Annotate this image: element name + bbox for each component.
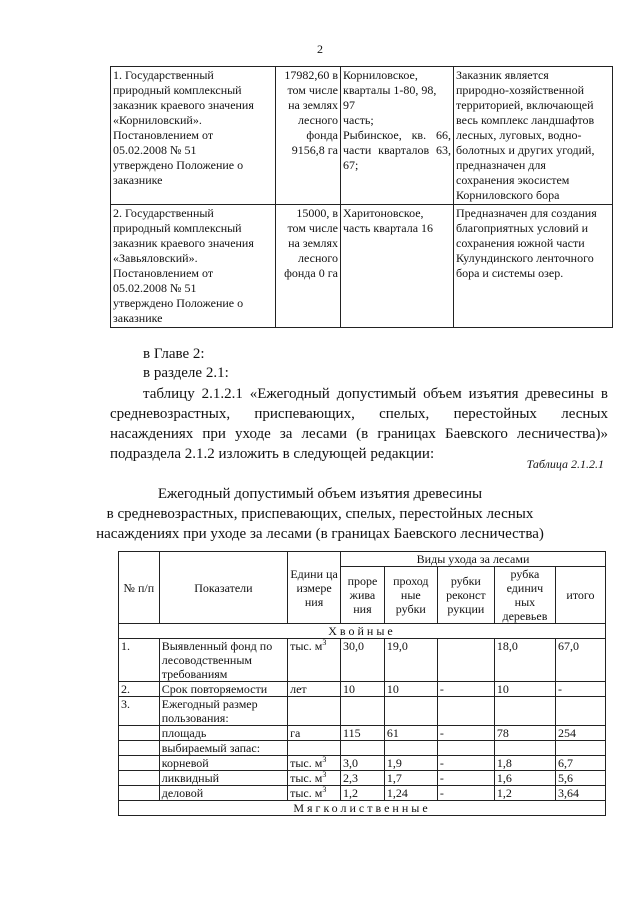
cell-line: Постановлением от — [113, 128, 214, 142]
cell-line: заказнике — [113, 173, 163, 187]
cell-reconstruction — [437, 639, 494, 682]
cell-unit — [288, 697, 341, 726]
cell-line: утверждено Положение о — [113, 158, 244, 172]
cell-passage: 1,24 — [384, 786, 437, 801]
cell-line: Предназначен для создания — [456, 206, 597, 220]
reserve-location-cell — [341, 205, 454, 328]
cell-single: 78 — [494, 726, 555, 741]
reserve-area-cell — [276, 67, 341, 205]
cell-line: природный комплексный — [113, 221, 242, 235]
cell-num — [119, 786, 160, 801]
cell-unit — [288, 726, 341, 741]
paragraph-line: насаждениях при уходе за лесами (в границах Баевского лесничества)» — [110, 426, 608, 442]
cell-line: бора и системы озер. — [456, 266, 564, 280]
paragraph-line: средневозрастных, приспевающих, спелых, перестойных лесных — [110, 406, 608, 422]
cell-line: 1. Государственный — [113, 68, 214, 82]
reserve-location-cell — [341, 67, 454, 205]
cell-line: Корниловское, — [343, 68, 418, 82]
cell-line: на землях — [288, 98, 338, 112]
cell-thinning: 10 — [341, 682, 385, 697]
cell-indicator: Ежегодный размер пользования: — [159, 697, 287, 726]
cell-total: 5,6 — [555, 771, 605, 786]
cell-reconstruction: - — [437, 756, 494, 771]
cell-total: 3,64 — [555, 786, 605, 801]
table-row — [119, 697, 606, 726]
cell-reconstruction: - — [437, 682, 494, 697]
unit-text: тыс. м — [290, 756, 323, 770]
cell-line: Кулундинского ленточного — [456, 251, 594, 265]
cell-num — [119, 756, 160, 771]
cell-passage — [384, 697, 437, 726]
chapter-line: в Главе 2: — [143, 346, 205, 362]
header-row — [119, 552, 606, 567]
section-line: в разделе 2.1: — [143, 365, 229, 381]
cell-unit — [288, 682, 341, 697]
cell-thinning: 115 — [341, 726, 385, 741]
cell-thinning — [341, 741, 385, 756]
title-line: насаждениях при уходе за лесами (в границах Баевского лесничества) — [96, 526, 544, 542]
cell-reconstruction: - — [437, 771, 494, 786]
header-indicator: Показатели — [159, 552, 287, 624]
cell-total — [555, 697, 605, 726]
cell-line: лесного — [298, 251, 338, 265]
cell-passage: 1,9 — [384, 756, 437, 771]
unit-sup: 3 — [322, 755, 327, 764]
cell-line: благоприятных условий и — [456, 221, 589, 235]
cell-unit — [288, 771, 341, 786]
table-row — [119, 771, 606, 786]
table-row — [119, 786, 606, 801]
instruction-paragraph — [110, 384, 608, 464]
cell-line: часть квартала 16 — [343, 221, 434, 235]
reserve-name-cell — [111, 67, 276, 205]
cell-line: Постановлением от — [113, 266, 214, 280]
table-row — [111, 67, 613, 205]
cell-reconstruction — [437, 697, 494, 726]
header-reconstruction: рубки реконст рукции — [437, 567, 494, 624]
cell-line: 05.02.2008 № 51 — [113, 143, 197, 157]
cell-unit — [288, 741, 341, 756]
cell-line: заказник краевого значения — [113, 236, 254, 250]
cell-reconstruction: - — [437, 786, 494, 801]
unit-text: га — [290, 726, 301, 740]
cell-indicator: деловой — [159, 786, 287, 801]
cell-thinning: 2,3 — [341, 771, 385, 786]
cell-indicator: выбираемый запас: — [159, 741, 287, 756]
cell-line: на землях — [288, 236, 338, 250]
cell-single: 10 — [494, 682, 555, 697]
cell-line: предназначен для — [456, 158, 546, 172]
cell-line: заказнике — [113, 311, 163, 325]
reserve-description-cell — [454, 67, 613, 205]
cell-line: Рыбинское, кв. 66, — [343, 128, 451, 142]
cell-passage: 61 — [384, 726, 437, 741]
header-single: рубка единич ных деревьев — [494, 567, 555, 624]
cell-line: «Завьяловский». — [113, 251, 198, 265]
cell-line: сохранения экосистем — [456, 173, 570, 187]
cell-num: 2. — [119, 682, 160, 697]
cell-line: «Корниловский». — [113, 113, 202, 127]
cell-line: части кварталов 63, — [343, 143, 451, 157]
cell-total: - — [555, 682, 605, 697]
cell-line: 2. Государственный — [113, 206, 214, 220]
title-line: Ежегодный допустимый объем изъятия древесины — [157, 486, 483, 502]
cell-line: сохранения южной части — [456, 236, 585, 250]
cell-line: весь комплекс ландшафтов — [456, 113, 595, 127]
cell-line: Харитоновское, — [343, 206, 424, 220]
header-unit: Едини ца измере ния — [288, 552, 341, 624]
cell-total: 67,0 — [555, 639, 605, 682]
logging-volume-table — [118, 551, 606, 816]
section-row — [119, 801, 606, 816]
cell-line: кварталы 1-80, 98, 97 — [343, 83, 437, 112]
unit-text: лет — [290, 682, 307, 696]
title-line: в средневозрастных, приспевающих, спелых, перестойных лесных — [106, 506, 534, 522]
cell-num: 1. — [119, 639, 160, 682]
cell-single — [494, 741, 555, 756]
cell-line: Корниловского бора — [456, 188, 560, 202]
unit-text: тыс. м — [290, 639, 323, 653]
unit-text: тыс. м — [290, 786, 323, 800]
unit-sup: 3 — [322, 638, 327, 647]
unit-sup: 3 — [322, 785, 327, 794]
cell-reconstruction: - — [437, 726, 494, 741]
cell-single: 18,0 — [494, 639, 555, 682]
cell-passage: 10 — [384, 682, 437, 697]
table-title — [90, 484, 550, 544]
cell-thinning — [341, 697, 385, 726]
cell-line: природно-хозяйственной — [456, 83, 585, 97]
header-num: № п/п — [119, 552, 160, 624]
cell-total — [555, 741, 605, 756]
cell-num — [119, 771, 160, 786]
cell-passage: 1,7 — [384, 771, 437, 786]
cell-thinning: 3,0 — [341, 756, 385, 771]
cell-thinning: 30,0 — [341, 639, 385, 682]
cell-indicator: Срок повторяемости — [159, 682, 287, 697]
section-deciduous: Мягколиственные — [119, 801, 606, 816]
cell-line: утверждено Положение о — [113, 296, 244, 310]
cell-single: 1,6 — [494, 771, 555, 786]
cell-passage — [384, 741, 437, 756]
header-passage: проход ные рубки — [384, 567, 437, 624]
cell-line: 67; — [343, 158, 359, 172]
cell-line: территорией, включающей — [456, 98, 594, 112]
header-thinning: проре жива ния — [341, 567, 385, 624]
cell-unit — [288, 756, 341, 771]
table-row — [119, 726, 606, 741]
cell-line: лесного — [298, 113, 338, 127]
section-row — [119, 624, 606, 639]
cell-num — [119, 726, 160, 741]
cell-indicator: Выявленный фонд по лесоводственным требованиям — [159, 639, 287, 682]
unit-text: тыс. м — [290, 771, 323, 785]
unit-sup: 3 — [322, 770, 327, 779]
cell-line: 15000, в — [296, 206, 338, 220]
reserve-description-cell — [454, 205, 613, 328]
section-coniferous: Хвойные — [119, 624, 606, 639]
cell-line: фонда — [306, 128, 338, 142]
cell-line: природный комплексный — [113, 83, 242, 97]
cell-single — [494, 697, 555, 726]
table-row — [119, 741, 606, 756]
cell-num: 3. — [119, 697, 160, 726]
header-total: итого — [555, 567, 605, 624]
cell-thinning: 1,2 — [341, 786, 385, 801]
reserve-area-cell — [276, 205, 341, 328]
cell-line: заказник краевого значения — [113, 98, 254, 112]
cell-total: 6,7 — [555, 756, 605, 771]
cell-unit — [288, 786, 341, 801]
table-row — [119, 639, 606, 682]
cell-line: 05.02.2008 № 51 — [113, 281, 197, 295]
cell-total: 254 — [555, 726, 605, 741]
table-row — [119, 756, 606, 771]
cell-single: 1,2 — [494, 786, 555, 801]
table-row — [111, 205, 613, 328]
cell-line: 9156,8 га — [291, 143, 338, 157]
cell-single: 1,8 — [494, 756, 555, 771]
cell-passage: 19,0 — [384, 639, 437, 682]
cell-line: болотных и других угодий, — [456, 143, 595, 157]
cell-unit — [288, 639, 341, 682]
header-group: Виды ухода за лесами — [341, 552, 606, 567]
cell-line: фонда 0 га — [284, 266, 338, 280]
table-label: Таблица 2.1.2.1 — [526, 457, 604, 471]
cell-line: Заказник является — [456, 68, 549, 82]
cell-line: часть; — [343, 113, 374, 127]
cell-line: 17982,60 в — [284, 68, 338, 82]
cell-line: том числе — [287, 83, 338, 97]
paragraph-line: таблицу 2.1.2.1 «Ежегодный допустимый объем изъятия древесины в — [143, 386, 608, 402]
cell-reconstruction — [437, 741, 494, 756]
cell-num — [119, 741, 160, 756]
table-row — [119, 682, 606, 697]
cell-indicator: ликвидный — [159, 771, 287, 786]
cell-line: том числе — [287, 221, 338, 235]
cell-line: лесных, луговых, водно- — [456, 128, 582, 142]
page-number: 2 — [317, 42, 323, 56]
reserves-table — [110, 66, 613, 328]
cell-indicator: корневой — [159, 756, 287, 771]
reserve-name-cell — [111, 205, 276, 328]
cell-indicator: площадь — [159, 726, 287, 741]
paragraph-line: подраздела 2.1.2 изложить в следующей редакции: — [110, 446, 435, 462]
